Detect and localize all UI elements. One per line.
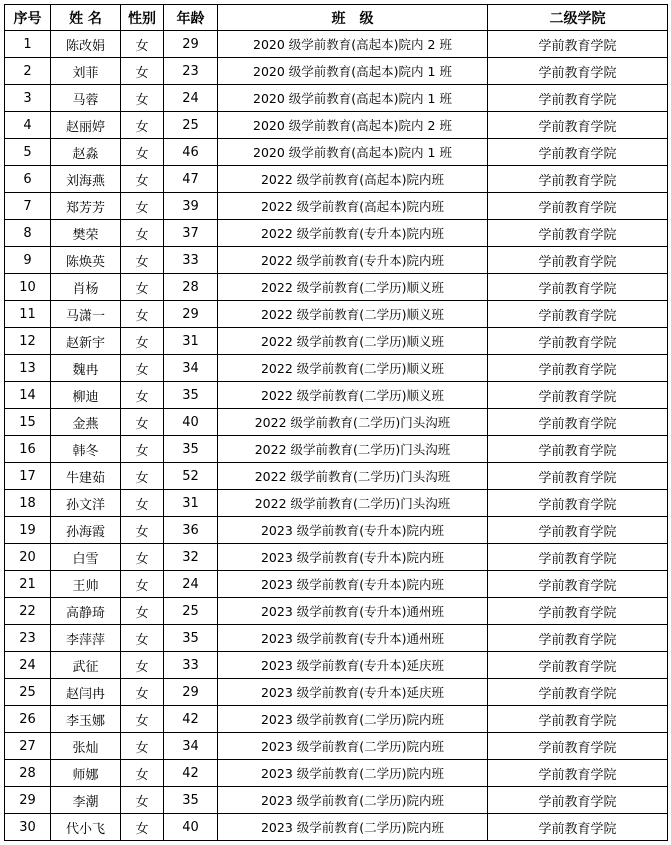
table-row: [5, 31, 668, 58]
cell-age: 25: [164, 598, 218, 625]
cell-name: 赵新宇: [51, 328, 121, 355]
cell-age: 24: [164, 571, 218, 598]
cell-age: 37: [164, 220, 218, 247]
cell-sex: 女: [121, 679, 164, 706]
cell-class: 2023 级学前教育(二学历)院内班: [218, 814, 488, 841]
cell-class: 2023 级学前教育(专升本)延庆班: [218, 679, 488, 706]
table-row: [5, 787, 668, 814]
cell-department: 学前教育学院: [488, 382, 668, 409]
cell-age: 40: [164, 814, 218, 841]
cell-age: 24: [164, 85, 218, 112]
cell-class: 2020 级学前教育(高起本)院内 1 班: [218, 139, 488, 166]
table-row: [5, 274, 668, 301]
cell-class: 2023 级学前教育(专升本)通州班: [218, 625, 488, 652]
cell-sex: 女: [121, 760, 164, 787]
cell-department: 学前教育学院: [488, 220, 668, 247]
cell-age: 32: [164, 544, 218, 571]
cell-age: 34: [164, 733, 218, 760]
cell-sex: 女: [121, 490, 164, 517]
cell-name: 赵闫冉: [51, 679, 121, 706]
cell-class: 2022 级学前教育(二学历)顺义班: [218, 274, 488, 301]
cell-age: 35: [164, 382, 218, 409]
cell-age: 29: [164, 301, 218, 328]
cell-sex: 女: [121, 247, 164, 274]
cell-department: 学前教育学院: [488, 679, 668, 706]
cell-department: 学前教育学院: [488, 463, 668, 490]
cell-department: 学前教育学院: [488, 625, 668, 652]
cell-sex: 女: [121, 409, 164, 436]
cell-name: 牛建茹: [51, 463, 121, 490]
cell-sex: 女: [121, 814, 164, 841]
cell-department: 学前教育学院: [488, 571, 668, 598]
cell-name: 李萍萍: [51, 625, 121, 652]
table-row: [5, 193, 668, 220]
cell-department: 学前教育学院: [488, 733, 668, 760]
cell-number: 10: [5, 274, 51, 301]
cell-number: 24: [5, 652, 51, 679]
cell-age: 31: [164, 328, 218, 355]
cell-age: 29: [164, 679, 218, 706]
cell-department: 学前教育学院: [488, 517, 668, 544]
cell-number: 17: [5, 463, 51, 490]
cell-name: 高静琦: [51, 598, 121, 625]
cell-class: 2023 级学前教育(二学历)院内班: [218, 787, 488, 814]
cell-department: 学前教育学院: [488, 58, 668, 85]
cell-number: 15: [5, 409, 51, 436]
table-row: [5, 301, 668, 328]
table-row: [5, 490, 668, 517]
table-row: [5, 85, 668, 112]
cell-name: 赵丽婷: [51, 112, 121, 139]
cell-class: 2023 级学前教育(专升本)通州班: [218, 598, 488, 625]
cell-number: 26: [5, 706, 51, 733]
cell-name: 肖杨: [51, 274, 121, 301]
cell-age: 46: [164, 139, 218, 166]
table-row: [5, 166, 668, 193]
cell-age: 36: [164, 517, 218, 544]
cell-sex: 女: [121, 112, 164, 139]
cell-name: 孙文洋: [51, 490, 121, 517]
cell-sex: 女: [121, 436, 164, 463]
table-header-row: [5, 5, 668, 31]
table-row: [5, 706, 668, 733]
table-row: [5, 544, 668, 571]
cell-department: 学前教育学院: [488, 247, 668, 274]
cell-number: 7: [5, 193, 51, 220]
cell-sex: 女: [121, 328, 164, 355]
student-table: [4, 4, 668, 841]
cell-name: 陈焕英: [51, 247, 121, 274]
cell-number: 27: [5, 733, 51, 760]
cell-class: 2023 级学前教育(二学历)院内班: [218, 733, 488, 760]
cell-class: 2022 级学前教育(二学历)顺义班: [218, 328, 488, 355]
cell-number: 3: [5, 85, 51, 112]
cell-age: 23: [164, 58, 218, 85]
header-name: 姓 名: [51, 5, 121, 31]
cell-department: 学前教育学院: [488, 787, 668, 814]
table-row: [5, 355, 668, 382]
cell-number: 28: [5, 760, 51, 787]
cell-class: 2023 级学前教育(专升本)院内班: [218, 571, 488, 598]
cell-number: 8: [5, 220, 51, 247]
cell-sex: 女: [121, 787, 164, 814]
cell-age: 25: [164, 112, 218, 139]
cell-age: 35: [164, 625, 218, 652]
cell-sex: 女: [121, 355, 164, 382]
cell-number: 23: [5, 625, 51, 652]
cell-name: 樊荣: [51, 220, 121, 247]
cell-department: 学前教育学院: [488, 355, 668, 382]
table-row: [5, 220, 668, 247]
table-row: [5, 463, 668, 490]
cell-name: 马潇一: [51, 301, 121, 328]
cell-number: 21: [5, 571, 51, 598]
cell-number: 20: [5, 544, 51, 571]
cell-number: 14: [5, 382, 51, 409]
cell-age: 35: [164, 436, 218, 463]
cell-class: 2020 级学前教育(高起本)院内 1 班: [218, 85, 488, 112]
cell-sex: 女: [121, 733, 164, 760]
table-row: [5, 139, 668, 166]
cell-name: 金燕: [51, 409, 121, 436]
cell-name: 刘海燕: [51, 166, 121, 193]
cell-department: 学前教育学院: [488, 706, 668, 733]
cell-name: 白雪: [51, 544, 121, 571]
cell-name: 柳迪: [51, 382, 121, 409]
cell-sex: 女: [121, 544, 164, 571]
cell-age: 33: [164, 652, 218, 679]
header-sex: 性别: [121, 5, 164, 31]
cell-sex: 女: [121, 598, 164, 625]
cell-name: 韩冬: [51, 436, 121, 463]
cell-sex: 女: [121, 220, 164, 247]
cell-class: 2023 级学前教育(专升本)院内班: [218, 544, 488, 571]
cell-department: 学前教育学院: [488, 166, 668, 193]
cell-name: 郑芳芳: [51, 193, 121, 220]
cell-sex: 女: [121, 274, 164, 301]
cell-department: 学前教育学院: [488, 814, 668, 841]
cell-department: 学前教育学院: [488, 31, 668, 58]
cell-number: 11: [5, 301, 51, 328]
cell-class: 2023 级学前教育(二学历)院内班: [218, 760, 488, 787]
cell-name: 陈改娟: [51, 31, 121, 58]
cell-department: 学前教育学院: [488, 328, 668, 355]
table-row: [5, 328, 668, 355]
cell-name: 张灿: [51, 733, 121, 760]
cell-class: 2022 级学前教育(专升本)院内班: [218, 220, 488, 247]
table-row: [5, 625, 668, 652]
cell-number: 30: [5, 814, 51, 841]
cell-class: 2022 级学前教育(二学历)顺义班: [218, 301, 488, 328]
cell-name: 王帅: [51, 571, 121, 598]
cell-class: 2022 级学前教育(二学历)顺义班: [218, 355, 488, 382]
cell-department: 学前教育学院: [488, 139, 668, 166]
table-row: [5, 112, 668, 139]
cell-name: 师娜: [51, 760, 121, 787]
cell-number: 16: [5, 436, 51, 463]
cell-class: 2022 级学前教育(二学历)门头沟班: [218, 436, 488, 463]
cell-age: 28: [164, 274, 218, 301]
cell-name: 赵淼: [51, 139, 121, 166]
cell-department: 学前教育学院: [488, 760, 668, 787]
table-row: [5, 436, 668, 463]
cell-age: 35: [164, 787, 218, 814]
cell-class: 2022 级学前教育(二学历)顺义班: [218, 382, 488, 409]
cell-department: 学前教育学院: [488, 112, 668, 139]
table-row: [5, 814, 668, 841]
table-row: [5, 571, 668, 598]
cell-sex: 女: [121, 58, 164, 85]
cell-name: 代小飞: [51, 814, 121, 841]
cell-age: 34: [164, 355, 218, 382]
table-row: [5, 733, 668, 760]
cell-age: 39: [164, 193, 218, 220]
cell-class: 2022 级学前教育(二学历)门头沟班: [218, 463, 488, 490]
cell-department: 学前教育学院: [488, 274, 668, 301]
cell-number: 9: [5, 247, 51, 274]
cell-number: 6: [5, 166, 51, 193]
cell-class: 2022 级学前教育(二学历)门头沟班: [218, 409, 488, 436]
cell-number: 2: [5, 58, 51, 85]
cell-sex: 女: [121, 139, 164, 166]
table-row: [5, 382, 668, 409]
cell-class: 2022 级学前教育(二学历)门头沟班: [218, 490, 488, 517]
cell-name: 孙海霞: [51, 517, 121, 544]
table-row: [5, 652, 668, 679]
cell-number: 25: [5, 679, 51, 706]
cell-number: 13: [5, 355, 51, 382]
cell-age: 42: [164, 706, 218, 733]
cell-sex: 女: [121, 706, 164, 733]
cell-number: 29: [5, 787, 51, 814]
cell-sex: 女: [121, 463, 164, 490]
cell-department: 学前教育学院: [488, 301, 668, 328]
cell-class: 2023 级学前教育(二学历)院内班: [218, 706, 488, 733]
cell-name: 魏冉: [51, 355, 121, 382]
cell-class: 2022 级学前教育(高起本)院内班: [218, 193, 488, 220]
cell-age: 33: [164, 247, 218, 274]
cell-department: 学前教育学院: [488, 436, 668, 463]
cell-sex: 女: [121, 571, 164, 598]
cell-department: 学前教育学院: [488, 193, 668, 220]
table-row: [5, 760, 668, 787]
cell-number: 1: [5, 31, 51, 58]
cell-number: 22: [5, 598, 51, 625]
cell-class: 2020 级学前教育(高起本)院内 2 班: [218, 31, 488, 58]
cell-class: 2020 级学前教育(高起本)院内 1 班: [218, 58, 488, 85]
cell-sex: 女: [121, 625, 164, 652]
cell-age: 40: [164, 409, 218, 436]
cell-department: 学前教育学院: [488, 598, 668, 625]
cell-age: 29: [164, 31, 218, 58]
cell-department: 学前教育学院: [488, 85, 668, 112]
cell-name: 刘菲: [51, 58, 121, 85]
header-class: 班 级: [218, 5, 488, 31]
cell-age: 42: [164, 760, 218, 787]
cell-number: 12: [5, 328, 51, 355]
cell-number: 18: [5, 490, 51, 517]
cell-sex: 女: [121, 85, 164, 112]
cell-department: 学前教育学院: [488, 409, 668, 436]
cell-number: 4: [5, 112, 51, 139]
header-age: 年龄: [164, 5, 218, 31]
cell-number: 5: [5, 139, 51, 166]
table-row: [5, 517, 668, 544]
cell-name: 马蓉: [51, 85, 121, 112]
cell-department: 学前教育学院: [488, 652, 668, 679]
cell-name: 李潮: [51, 787, 121, 814]
cell-name: 李玉娜: [51, 706, 121, 733]
table-row: [5, 58, 668, 85]
cell-department: 学前教育学院: [488, 490, 668, 517]
cell-department: 学前教育学院: [488, 544, 668, 571]
cell-sex: 女: [121, 652, 164, 679]
table-row: [5, 409, 668, 436]
cell-sex: 女: [121, 31, 164, 58]
cell-name: 武征: [51, 652, 121, 679]
cell-sex: 女: [121, 166, 164, 193]
cell-number: 19: [5, 517, 51, 544]
cell-sex: 女: [121, 301, 164, 328]
table-row: [5, 247, 668, 274]
cell-class: 2022 级学前教育(专升本)院内班: [218, 247, 488, 274]
cell-class: 2020 级学前教育(高起本)院内 2 班: [218, 112, 488, 139]
cell-age: 31: [164, 490, 218, 517]
cell-age: 47: [164, 166, 218, 193]
cell-sex: 女: [121, 193, 164, 220]
header-number: 序号: [5, 5, 51, 31]
cell-sex: 女: [121, 517, 164, 544]
cell-sex: 女: [121, 382, 164, 409]
cell-class: 2023 级学前教育(专升本)延庆班: [218, 652, 488, 679]
table-row: [5, 598, 668, 625]
table-body: [5, 31, 668, 841]
cell-class: 2022 级学前教育(高起本)院内班: [218, 166, 488, 193]
header-department: 二级学院: [488, 5, 668, 31]
cell-class: 2023 级学前教育(专升本)院内班: [218, 517, 488, 544]
table-row: [5, 679, 668, 706]
cell-age: 52: [164, 463, 218, 490]
